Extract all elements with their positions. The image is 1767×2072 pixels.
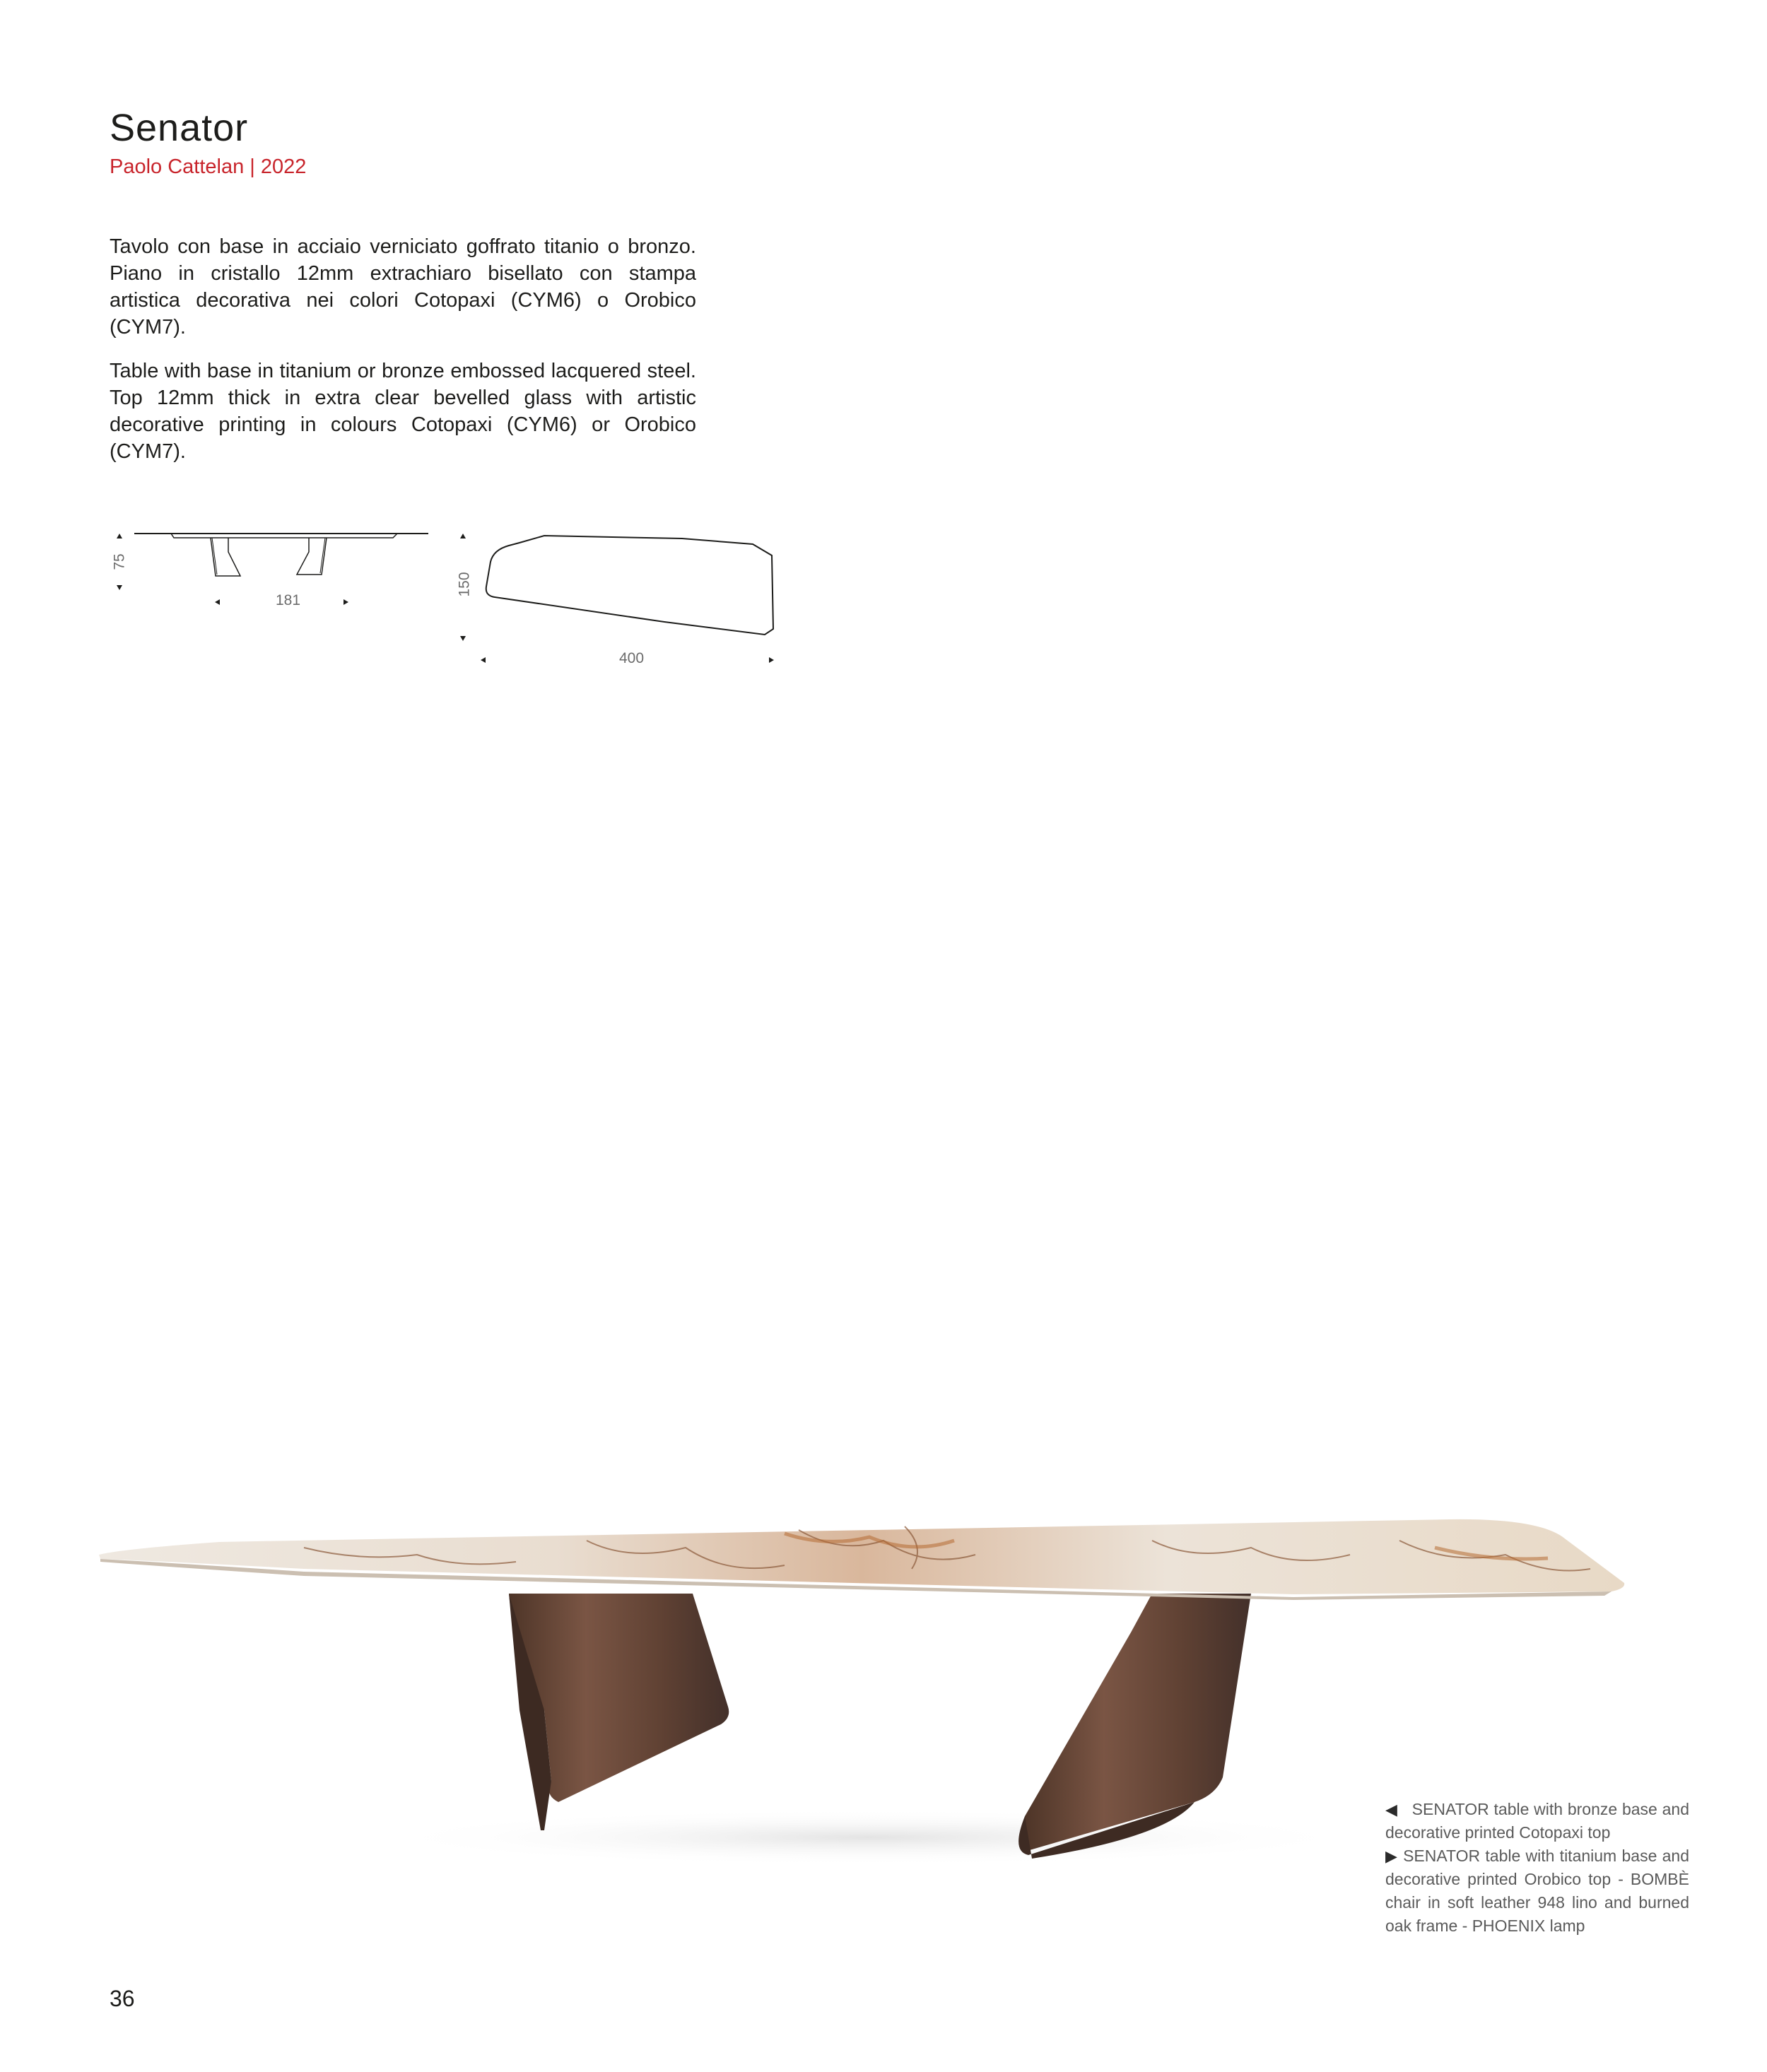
length-arrow-right-icon [769, 657, 774, 663]
page-title: Senator [110, 107, 249, 149]
top-length-label: 400 [619, 650, 645, 666]
page-number: 36 [110, 1986, 135, 2011]
top-depth-label: 150 [456, 572, 473, 597]
description-italian: Tavolo con base in acciaio verniciato goffrato titanio o bronzo. Piano in cristallo 12mm extrachiaro bisellato con stampa artistica decorativa nei colori Cotopaxi (CYM6) o Orobico (CYM7). [110, 235, 696, 339]
height-arrow-bottom-icon [117, 585, 122, 590]
caption-line-1 [1385, 1798, 1689, 1844]
top-view-drawing [481, 530, 777, 643]
caption-line-2 [1385, 1844, 1689, 1938]
triangle-right-icon: ▶ [1385, 1847, 1398, 1865]
caption-line-1-text: SENATOR table with bronze base and decorative printed Cotopaxi top [1385, 1800, 1689, 1842]
side-height-label: 75 [111, 553, 128, 570]
depth-arrow-bottom-icon [460, 636, 466, 641]
side-width-label: 181 [276, 592, 301, 608]
width-arrow-right-icon [344, 599, 348, 605]
photo-caption [1385, 1798, 1689, 1938]
designer-year: Paolo Cattelan | 2022 [110, 155, 307, 178]
triangle-left-icon: ◀ [1385, 1801, 1398, 1818]
length-arrow-left-icon [481, 657, 486, 663]
caption-line-2-text: SENATOR table with titanium base and decorative printed Orobico top - BOMBÈ chair in soft leather 948 lino and burned oak frame - PHOENIX lamp [1385, 1847, 1689, 1935]
depth-arrow-top-icon [460, 534, 466, 538]
width-arrow-left-icon [215, 599, 220, 605]
description-english: Table with base in titanium or bronze embossed lacquered steel. Top 12mm thick in extra clear bevelled glass with artistic decorative printing in colours Cotopaxi (CYM6) or Orobico (CYM7). [110, 360, 696, 463]
height-arrow-top-icon [117, 534, 122, 538]
